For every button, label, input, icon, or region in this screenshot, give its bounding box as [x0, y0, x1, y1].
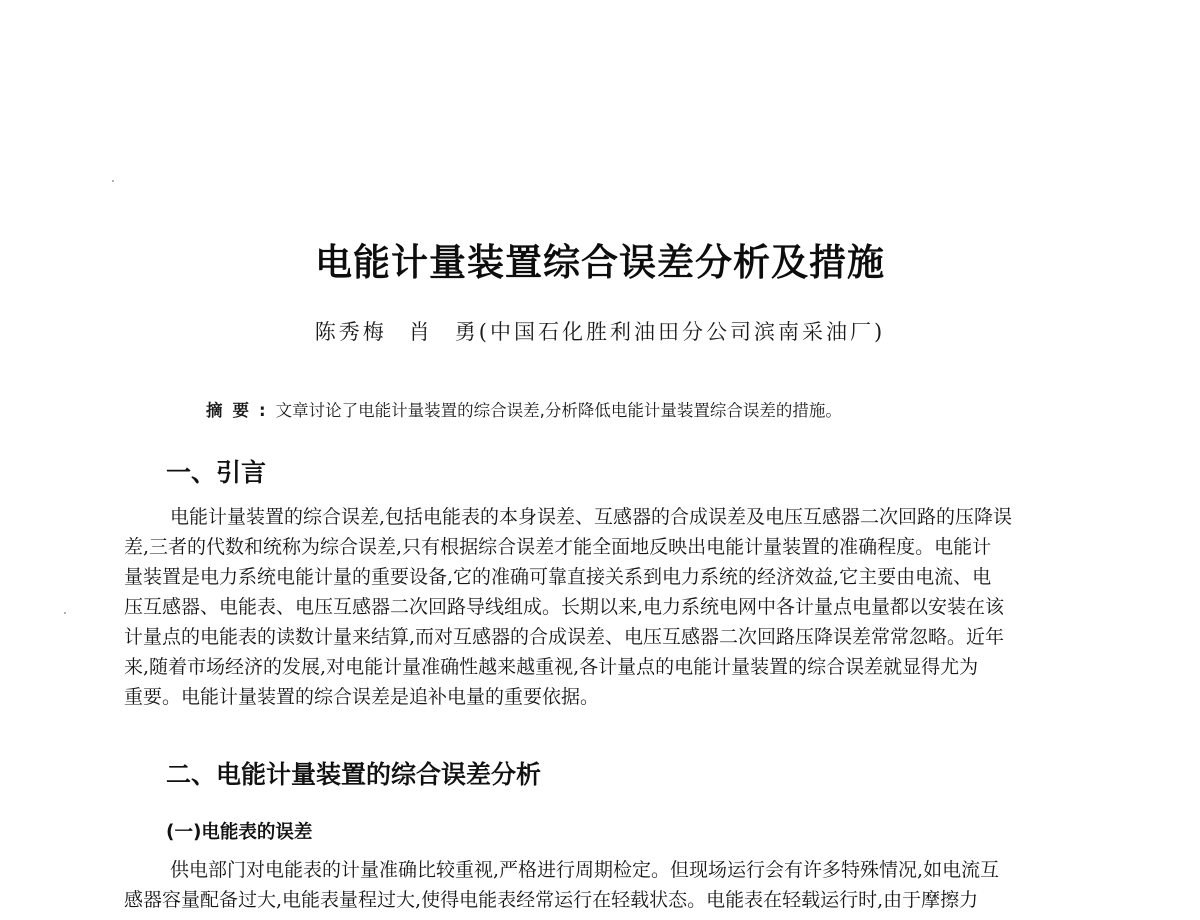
abstract-text: 文章讨论了电能计量装置的综合误差,分析降低电能计量装置综合误差的措施。 — [275, 401, 842, 420]
paragraph-line: 差,三者的代数和统称为综合误差,只有根据综合误差才能全面地反映出电能计量装置的准确程度。电能计 — [124, 536, 992, 558]
meter-error-paragraph — [124, 856, 1114, 916]
author-line — [0, 316, 1200, 346]
author-name: 陈秀梅 — [314, 320, 387, 344]
abstract — [206, 397, 842, 421]
paragraph-line: 来,随着市场经济的发展,对电能计量准确性越来越重视,各计量点的电能计量装置的综合误差就显得尤为 — [124, 656, 979, 678]
scan-speck — [64, 612, 66, 614]
author-name: 肖 — [408, 320, 433, 344]
section-heading-error-analysis: 二、电能计量装置的综合误差分析 — [166, 760, 542, 789]
section-heading-introduction: 一、引言 — [166, 458, 267, 487]
subsection-heading-meter-error: (一)电能表的误差 — [166, 822, 313, 843]
paragraph-line: 感器容量配备过大,电能表量程过大,使得电能表经常运行在轻载状态。电能表在轻载运行时,由于摩擦力 — [124, 889, 979, 911]
paragraph-line: 压互感器、电能表、电压互感器二次回路导线组成。长期以来,电力系统电网中各计量点电量都以安装在该 — [124, 596, 1005, 618]
paper-title: 电能计量装置综合误差分析及措施 — [315, 241, 885, 284]
paragraph-line: 电能计量装置的综合误差,包括电能表的本身误差、互感器的合成误差及电压互感器二次回路的压降误 — [170, 506, 1013, 528]
abstract-label: 摘要: — [206, 401, 276, 420]
scan-speck — [112, 180, 114, 182]
paragraph-line: 计量点的电能表的读数计量来结算,而对互感器的合成误差、电压互感器二次回路压降误差常常忽略。近年 — [124, 626, 1005, 648]
paragraph-line: 量装置是电力系统电能计量的重要设备,它的准确可靠直接关系到电力系统的经济效益,它主要由电流、电 — [124, 566, 992, 588]
paragraph-line: 供电部门对电能表的计量准确比较重视,严格进行周期检定。但现场运行会有许多特殊情况,如电流互 — [170, 859, 1000, 881]
introduction-paragraph — [124, 503, 1114, 708]
author-affiliation: 勇(中国石化胜利油田分公司滨南采油厂) — [454, 320, 886, 344]
paragraph-line: 重要。电能计量装置的综合误差是追补电量的重要依据。 — [124, 686, 600, 708]
